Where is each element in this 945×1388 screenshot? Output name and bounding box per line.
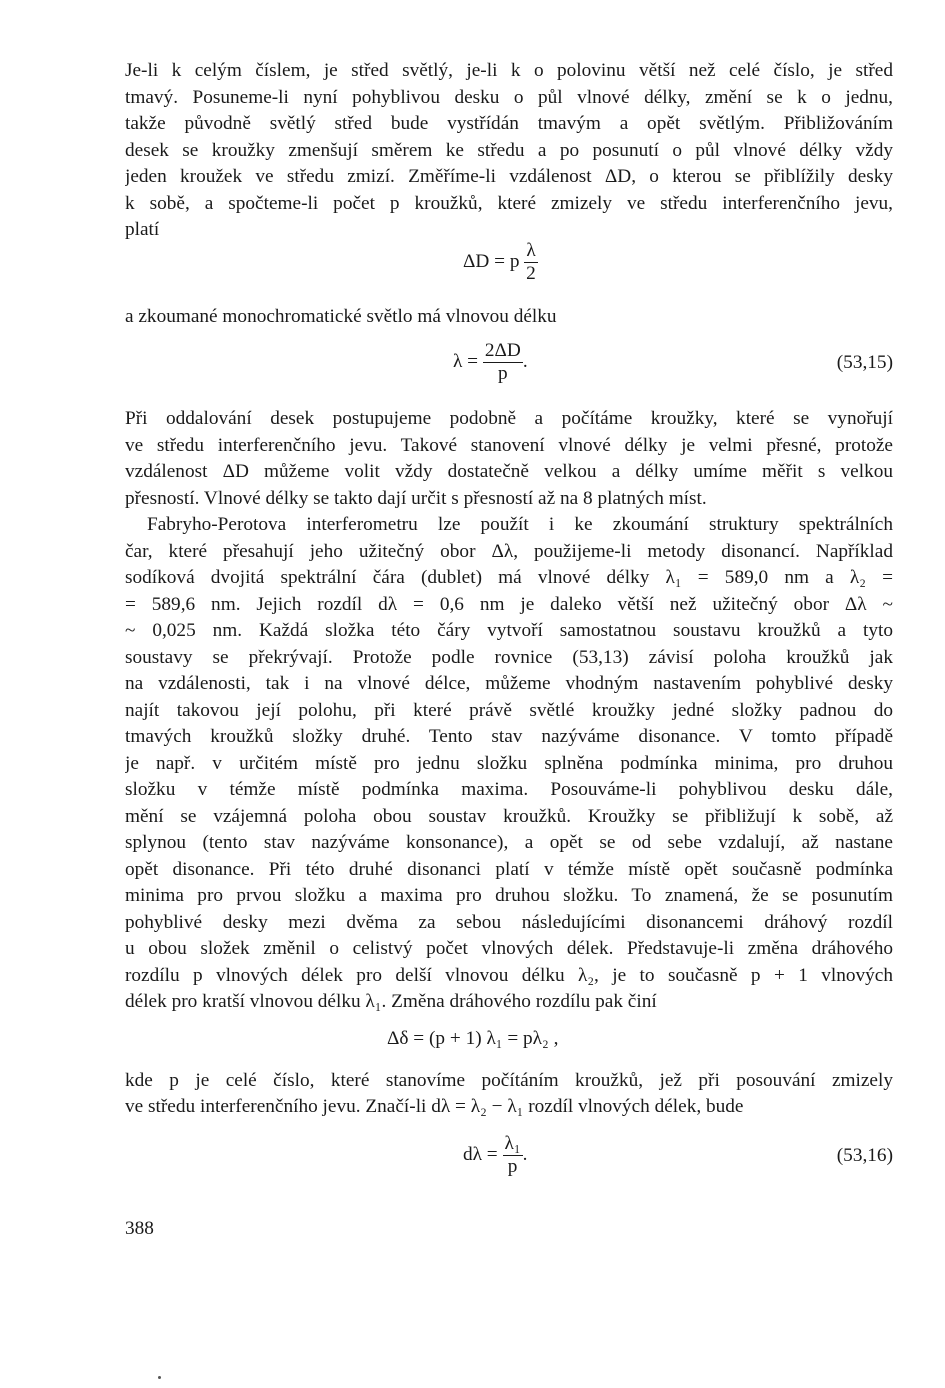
paragraph-3 bbox=[125, 406, 893, 512]
equation-tail: . bbox=[522, 350, 528, 372]
text-line: opět disonance. Při této druhé disonanci platí v témže místě opět současně podmínka bbox=[125, 858, 893, 880]
equation-lhs: dλ = bbox=[463, 1143, 498, 1165]
text-line: přesností. Vlnové délky se takto dají určit s přesností až na 8 platných míst. bbox=[125, 487, 707, 509]
text-line: tmavý. Posuneme-li nyní pohyblivou desku o půl vlnové délky, změní se k o jednu, bbox=[125, 86, 893, 108]
text-line: je např. v určitém místě pro jednu složku splněna podmínka minima, pro druhou bbox=[125, 752, 893, 774]
text-line: ~ 0,025 nm. Každá složka této čáry vytvoří samostatnou soustavu kroužků a tyto bbox=[125, 620, 893, 641]
text-line: mění se vzájemná poloha obou soustav kroužků. Kroužky se přibližují k sobě, až bbox=[125, 805, 893, 827]
fraction bbox=[524, 240, 537, 285]
equation-delta-d bbox=[125, 239, 893, 300]
text-line: a zkoumané monochromatické světlo má vlnovou délku bbox=[125, 305, 557, 327]
fraction-denominator: p bbox=[498, 363, 508, 384]
equation-53-15 bbox=[125, 330, 893, 398]
text-line: minima pro prvou složku a maxima pro druhou složku. To znamená, že se posunutím bbox=[125, 885, 893, 906]
paragraph-2 bbox=[125, 304, 893, 331]
fraction bbox=[483, 340, 523, 385]
text-line: tmavých kroužků složky druhé. Tento stav nazýváme disonance. V tomto případě bbox=[125, 726, 893, 747]
equation-lhs: ΔD = p bbox=[463, 250, 520, 272]
page-body bbox=[125, 58, 893, 1191]
text-line: vzdálenost ΔD můžeme volit vždy dostatečně velkou a délky umíme měřit s velkou bbox=[125, 461, 893, 482]
page-number: 388 bbox=[125, 1218, 154, 1239]
fraction-denominator: p bbox=[507, 1155, 518, 1177]
equation-tail: . bbox=[522, 1143, 528, 1165]
text-line: pohyblivé desky mezi dvěma za sebou následujícími disonancemi dráhový rozdíl bbox=[125, 911, 893, 933]
text-line: sodíková dvojitá spektrální čára (dublet) má vlnové délky λ₁ = 589,0 nm a λ₂ = bbox=[125, 567, 893, 588]
equation-number: (53,16) bbox=[836, 1144, 893, 1166]
equation-delta-delta bbox=[125, 1016, 893, 1068]
text-line: délek pro kratší vlnovou délku λ₁. Změna dráhového rozdílu pak činí bbox=[125, 991, 657, 1012]
fraction-numerator: λ bbox=[526, 239, 536, 261]
text-line: najít takovou její polohu, při které právě světlé kroužky jedné složky padnou do bbox=[125, 699, 893, 721]
text-line: ve středu interferenčního jevu. Značí-li dλ = λ₂ − λ₁ rozdíl vlnových délek, bude bbox=[125, 1096, 744, 1117]
paragraph-5 bbox=[125, 1068, 893, 1121]
text-line: Fabryho-Perotova interferometru lze použít i ke zkoumání struktury spektrálních bbox=[147, 514, 893, 535]
text-line: soustavy se překrývají. Protože podle rovnice (53,13) závisí poloha kroužků jak bbox=[125, 646, 893, 668]
text-line: Při oddalování desek postupujeme podobně a počítáme kroužky, které se vynořují bbox=[125, 408, 893, 429]
text-line: rozdílu p vlnových délek pro delší vlnovou délku λ₂, je to současně p + 1 vlnových bbox=[125, 964, 893, 986]
paragraph-4 bbox=[125, 512, 893, 1016]
text-line: desek se kroužky zmenšují směrem ke středu a po posunutí o půl vlnové délky vždy bbox=[125, 139, 893, 161]
text-line: ve středu interferenčního jevu. Takové stanovení vlnové délky je velmi přesné, protože bbox=[125, 434, 893, 456]
text-line: takže původně světlý střed bude vystřídán tmavým a opět světlým. Přibližováním bbox=[125, 113, 893, 134]
paragraph-1 bbox=[125, 58, 893, 244]
fraction-numerator: λ₁ bbox=[504, 1132, 521, 1154]
text-line: platí bbox=[125, 219, 160, 240]
text-line: kde p je celé číslo, které stanovíme počítáním kroužků, jež při posouvání zmizely bbox=[125, 1069, 893, 1091]
equation-lhs: λ = bbox=[453, 350, 479, 372]
text-line: jeden kroužek ve středu zmizí. Změříme-li vzdálenost ΔD, o kterou se přiblížily desky bbox=[125, 166, 893, 187]
text-line: Je-li k celým číslem, je střed světlý, je-li k o polovinu větší než celé číslo, je střed bbox=[125, 60, 893, 81]
fraction-numerator: 2ΔD bbox=[484, 340, 521, 361]
fraction-denominator: 2 bbox=[526, 262, 536, 284]
text-line: u obou složek změnil o celistvý počet vlnových délek. Představuje-li změna dráhového bbox=[125, 938, 893, 959]
text-line: splynou (tento stav nazýváme konsonance), a opět se od sebe vzdalují, až nastane bbox=[125, 832, 893, 853]
equation-53-16 bbox=[125, 1121, 893, 1191]
text-line: k sobě, a spočteme-li počet p kroužků, které zmizely ve středu interferenčního jevu, bbox=[125, 192, 893, 214]
fraction bbox=[503, 1133, 523, 1178]
text-line: = 589,6 nm. Jejich rozdíl dλ = 0,6 nm je daleko větší než užitečný obor Δλ ~ bbox=[125, 593, 893, 615]
text-line: složku v témže místě podmínka maxima. Posouváme-li pohyblivou desku dále, bbox=[125, 779, 893, 800]
text-line: na vzdálenosti, tak i na vlnové délce, můžeme vhodným nastavením pohyblivé desky bbox=[125, 673, 893, 694]
equation-number: (53,15) bbox=[836, 352, 893, 373]
scan-speck bbox=[158, 1376, 161, 1379]
equation-text: Δδ = (p + 1) λ₁ = pλ₂ , bbox=[387, 1027, 559, 1049]
text-line: čar, které přesahují jeho užitečný obor Δλ, použijeme-li metody disonancí. Například bbox=[125, 540, 893, 562]
